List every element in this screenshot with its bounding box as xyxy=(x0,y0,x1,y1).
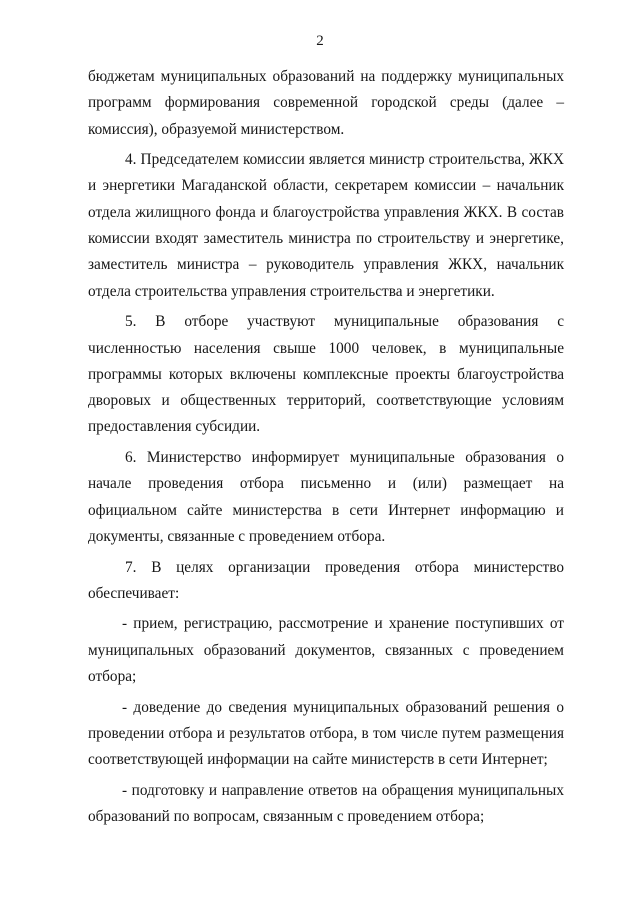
paragraph-7: 7. В целях организации проведения отбора министерство обеспечивает: xyxy=(88,558,564,602)
paragraph-intro: бюджетам муниципальных образований на поддержку муниципальных программ формирования современной городской среды (далее – комиссия), образуемой министерством. xyxy=(88,68,564,138)
list-item-1: - прием, регистрацию, рассмотрение и хранение поступивших от муниципальных образований документов, связанных с проведением отбора; xyxy=(88,615,564,686)
list-item-3: - подготовку и направление ответов на обращения муниципальных образований по вопросам, связанным с проведением отбора; xyxy=(88,781,564,826)
paragraph-5: 5. В отборе участвуют муниципальные образования с численностью населения свыше 1000 человек, в муниципальные программы которых включены комплексные проекты благоустройства дворовых и общественных территорий, соответствующие условиям предоставления субсидии. xyxy=(88,313,564,436)
document-body xyxy=(88,64,564,835)
list-item-2: - доведение до сведения муниципальных образований решения о проведении отбора и результатов отбора, в том числе путем размещения соответствующей информации на сайте министерств в сети Интернет; xyxy=(88,698,564,769)
paragraph-6: 6. Министерство информирует муниципальные образования о начале проведения отбора письменно и (или) размещает на официальном сайте министерства в сети Интернет информацию и документы, связанные с проведением отбора. xyxy=(88,449,564,545)
page-number: 2 xyxy=(316,33,324,49)
paragraph-4: 4. Председателем комиссии является министр строительства, ЖКХ и энергетики Магаданской области, секретарем комиссии – начальник отдела жилищного фонда и благоустройства управления ЖКХ. В состав комиссии входят заместитель министра по строительству и энергетике, заместитель министра – руководитель управления ЖКХ, начальник отдела строительства управления строительства и энергетики. xyxy=(88,151,564,300)
